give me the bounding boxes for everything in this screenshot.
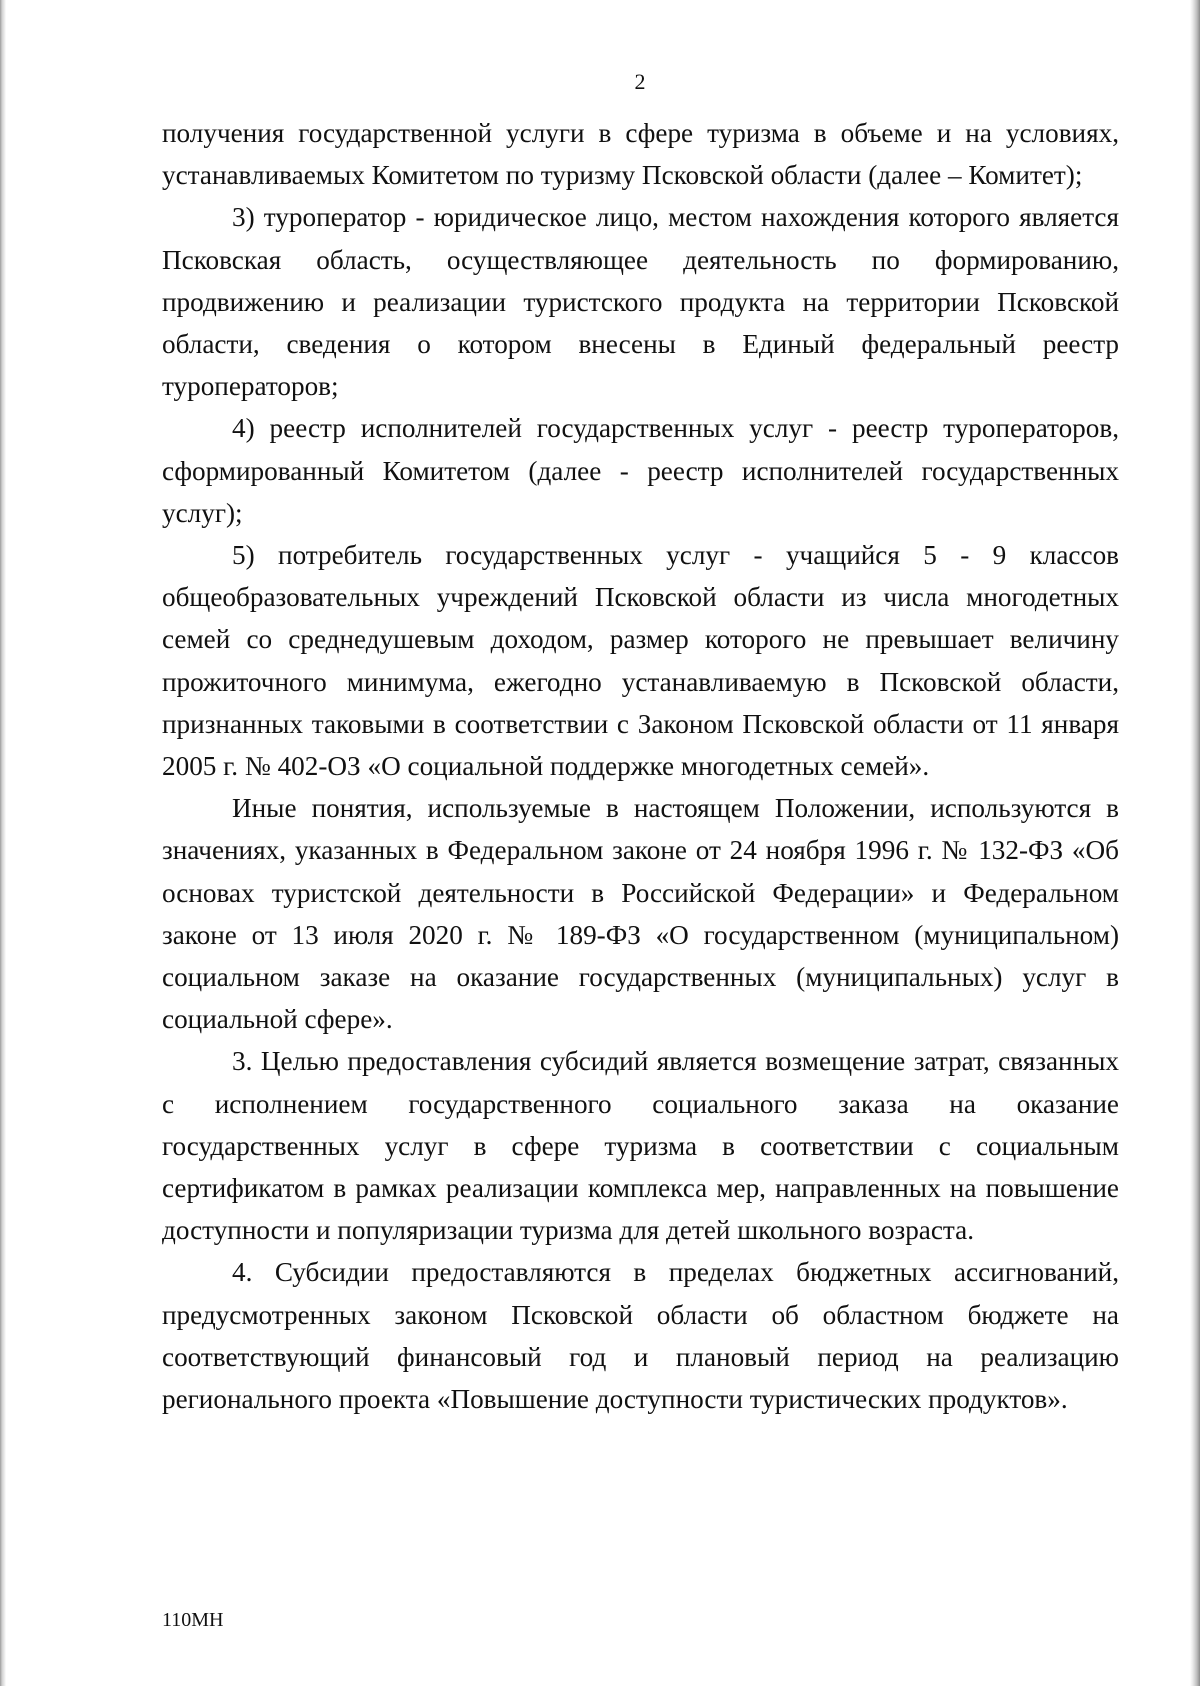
scan-edge-right: [1190, 0, 1200, 1686]
scan-edge-left: [0, 0, 6, 1686]
paragraph-other-terms: Иные понятия, используемые в настоящем Положении, используются в значениях, указанных в Федеральном законе от 24 ноября 1996 г. № 132-ФЗ «Об основах туристской деятельности в Российской Федерации» и Федеральном законе от 13 июля 2020 г. № 189-ФЗ «О государственном (муниципальном) социальном заказе на оказание государственных (муниципальных) услуг в социальной сфере».: [162, 793, 1119, 1035]
paragraph-section-3: 3. Целью предоставления субсидий является возмещение затрат, связанных с исполнением государственного социального заказа на оказание государственных услуг в сфере туризма в соответствии с социальным сертификатом в рамках реализации комплекса мер, направленных на повышение доступности и популяризации туризма для детей школьного возраста.: [162, 1046, 1119, 1246]
paragraph-item-5: 5) потребитель государственных услуг - учащийся 5 - 9 классов общеобразовательных учреждений Псковской области из числа многодетных семей со среднедушевым доходом, размер которого не превышает величину прожиточного минимума, ежегодно устанавливаемую в Псковской области, признанных таковыми в соответствии с Законом Псковской области от 11 января 2005 г. № 402-ОЗ «О социальной поддержке многодетных семей».: [162, 540, 1119, 782]
page-number: 2: [634, 69, 646, 94]
paragraph-item-3: 3) туроператор - юридическое лицо, местом нахождения которого является Псковская область, осуществляющее деятельность по формированию, продвижению и реализации туристского продукта на территории Псковской области, сведения о котором внесены в Единый федеральный реестр туроператоров;: [162, 202, 1119, 402]
paragraph-section-4: 4. Субсидии предоставляются в пределах бюджетных ассигнований, предусмотренных законом Псковской области об областном бюджете на соответствующий финансовый год и плановый период на реализацию регионального проекта «Повышение доступности туристических продуктов».: [162, 1257, 1119, 1415]
paragraph-item-4: 4) реестр исполнителей государственных услуг - реестр туроператоров, сформированный Комитетом (далее - реестр исполнителей государственных услуг);: [162, 413, 1119, 528]
footer-code: 110МН: [162, 1609, 224, 1631]
document-body: [162, 112, 1119, 1420]
paragraph-continuation: получения государственной услуги в сфере туризма в объеме и на условиях, устанавливаемых Комитетом по туризму Псковской области (далее – Комитет);: [162, 118, 1119, 191]
